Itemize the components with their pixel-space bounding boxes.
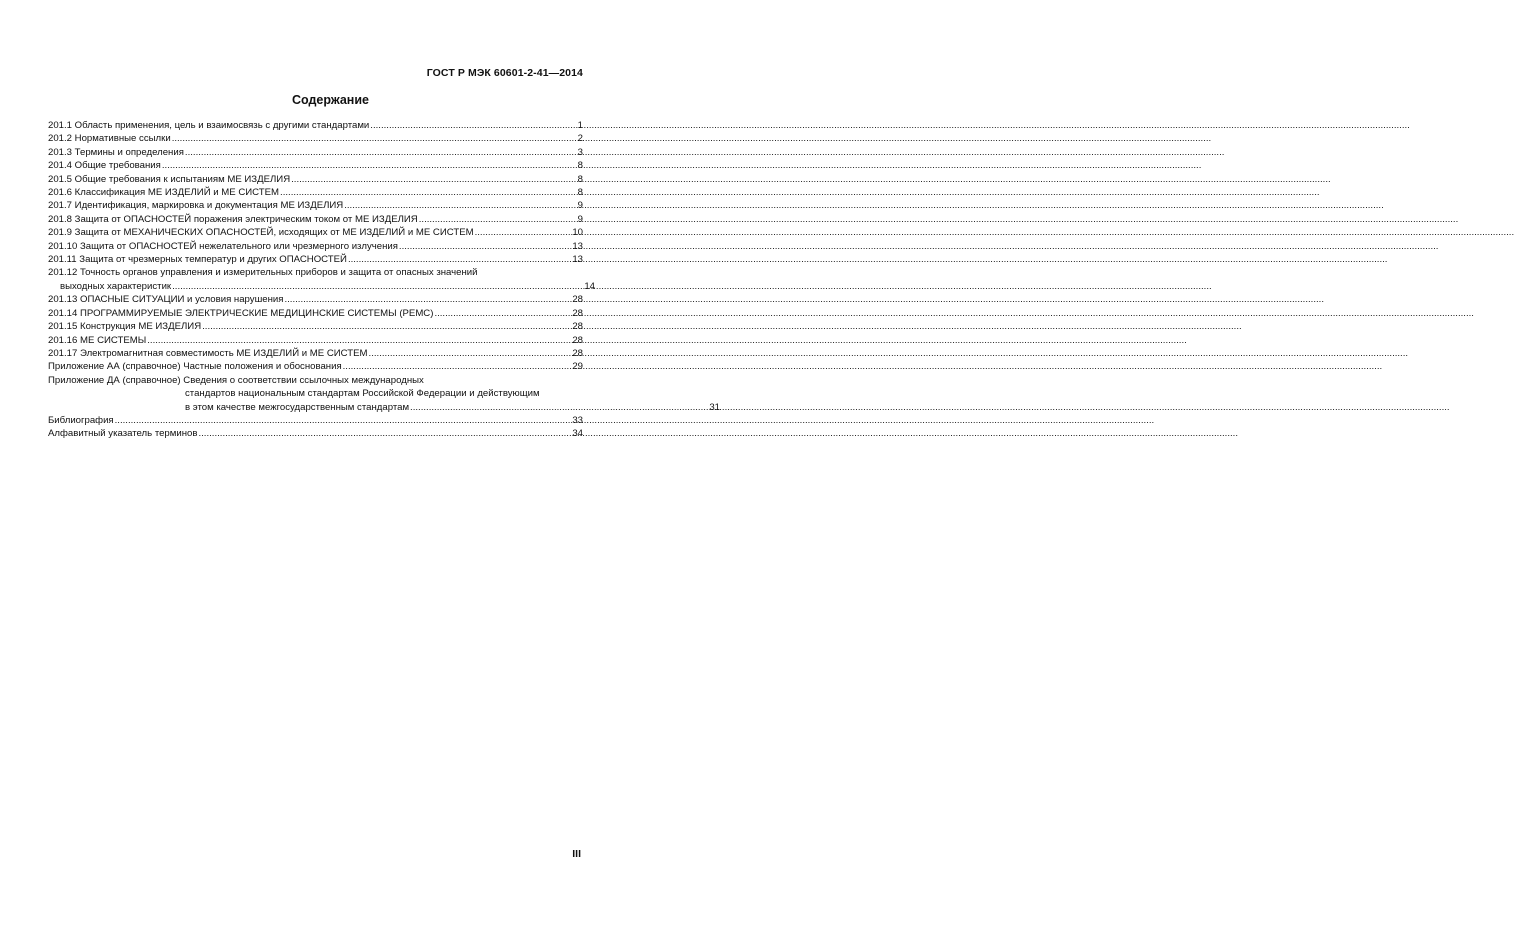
toc-leader-dots — [343, 360, 572, 373]
toc-entry-text: 201.15 Конструкция МЕ ИЗДЕЛИЯ — [48, 321, 202, 333]
toc-entry[interactable] — [48, 226, 583, 239]
toc-entry-text: 201.4 Общие требования — [48, 160, 161, 172]
toc-entry-page: 9 — [577, 200, 583, 212]
toc-entry-wrapped[interactable]: 201.12 Точность органов управления и измерительных приборов и защита от опасных значений — [48, 267, 478, 279]
toc-entry-text: Приложение АА (справочное) Частные положения и обоснования — [48, 361, 342, 373]
toc-entry-page: 8 — [577, 187, 583, 199]
toc-leader-dots — [370, 119, 576, 132]
toc-entry-text: 201.2 Нормативные ссылки — [48, 133, 171, 145]
toc-leader-dots — [369, 347, 572, 360]
toc-leader-dots — [147, 334, 571, 347]
toc-entry[interactable] — [48, 199, 583, 212]
toc-entry-page: 34 — [572, 428, 583, 440]
toc-entry-page: 9 — [577, 213, 583, 225]
toc-entry-text: 201.5 Общие требования к испытаниям МЕ ИЗДЕЛИЯ — [48, 173, 291, 185]
toc-leader-dots — [419, 213, 577, 226]
toc-entry-text: 201.1 Область применения, цель и взаимосвязь с другими стандартами — [48, 120, 370, 131]
toc-entry[interactable] — [48, 320, 583, 333]
toc-entry-page: 28 — [572, 334, 583, 346]
toc-entry-page: 13 — [572, 254, 583, 266]
toc-leader-dots — [162, 159, 577, 172]
toc-entry[interactable] — [48, 146, 583, 159]
toc-leader-dots — [410, 401, 708, 414]
toc-leader-dots — [348, 253, 571, 266]
toc-entry[interactable] — [48, 293, 583, 306]
toc-entry[interactable] — [48, 213, 583, 226]
document-code-header: ГОСТ Р МЭК 60601-2-41—2014 — [426, 67, 583, 79]
document-page — [0, 0, 720, 935]
toc-leader-dots — [172, 280, 583, 293]
page-number: III — [572, 848, 581, 860]
toc-leader-dots — [475, 226, 572, 239]
toc-leader-dots — [344, 199, 576, 212]
toc-entry-text: 201.9 Защита от МЕХАНИЧЕСКИХ ОПАСНОСТЕЙ, исходящих от МЕ ИЗДЕЛИЙ и МЕ СИСТЕМ — [48, 227, 474, 239]
toc-entry[interactable] — [48, 159, 583, 172]
toc-leader-dots — [284, 293, 571, 306]
toc-leader-dots — [399, 240, 571, 253]
toc-entry[interactable] — [48, 347, 583, 360]
toc-entry-text: 201.14 ПРОГРАММИРУЕМЫЕ ЭЛЕКТРИЧЕСКИЕ МЕДИЦИНСКИЕ СИСТЕМЫ (PEMC) — [48, 307, 434, 319]
toc-entry-text: 201.10 Защита от ОПАСНОСТЕЙ нежелательного или чрезмерного излучения — [48, 240, 398, 252]
toc-leader-dots — [172, 132, 577, 145]
toc-entry-page: 28 — [572, 294, 583, 306]
toc-leader-dots — [280, 186, 577, 199]
toc-entry-page: 10 — [572, 227, 583, 239]
toc-entry-text: в этом качестве межгосударственным стандартам — [185, 401, 410, 413]
table-of-contents — [48, 119, 720, 441]
toc-entry[interactable] — [48, 414, 583, 427]
toc-leader-dots — [434, 307, 571, 320]
toc-entry-text: Библиография — [48, 414, 114, 426]
toc-entry-continuation[interactable] — [48, 280, 595, 293]
toc-entry[interactable] — [48, 240, 583, 253]
toc-entry-text: 201.11 Защита от чрезмерных температур и других ОПАСНОСТЕЙ — [48, 254, 347, 266]
toc-entry-page: 8 — [577, 160, 583, 172]
toc-entry[interactable] — [48, 253, 583, 266]
toc-entry-page: 1 — [577, 120, 583, 131]
toc-entry[interactable] — [48, 307, 583, 320]
toc-entry[interactable] — [48, 334, 583, 347]
toc-entry-page: 28 — [572, 307, 583, 319]
toc-entry-page: 28 — [572, 321, 583, 333]
toc-entry[interactable] — [48, 173, 583, 186]
toc-entry-wrapped[interactable]: Приложение ДА (справочное) Сведения о соответствии ссылочных международных — [48, 374, 424, 386]
toc-entry[interactable] — [48, 119, 583, 132]
toc-entry-text: выходных характеристик — [60, 280, 172, 292]
toc-entry-page: 3 — [577, 146, 583, 158]
toc-entry-text: 201.16 МЕ СИСТЕМЫ — [48, 334, 147, 346]
toc-leader-dots — [202, 320, 571, 333]
toc-entry[interactable] — [48, 360, 583, 373]
toc-leader-dots — [291, 173, 577, 186]
toc-leader-dots — [115, 414, 572, 427]
toc-entry-text: 201.8 Защита от ОПАСНОСТЕЙ поражения электрическим током от МЕ ИЗДЕЛИЯ — [48, 213, 418, 225]
toc-leader-dots — [198, 427, 571, 440]
toc-entry-continuation[interactable]: стандартов национальным стандартам Российской Федерации и действующим — [185, 388, 540, 400]
toc-entry-page: 29 — [572, 361, 583, 373]
toc-entry-text: 201.13 ОПАСНЫЕ СИТУАЦИИ и условия нарушения — [48, 294, 284, 306]
toc-entry-text: 201.3 Термины и определения — [48, 146, 184, 158]
toc-entry-page: 28 — [572, 347, 583, 359]
toc-entry-continuation[interactable] — [48, 401, 720, 414]
toc-leader-dots — [185, 146, 577, 159]
toc-entry-text: 201.7 Идентификация, маркировка и документация МЕ ИЗДЕЛИЯ — [48, 200, 344, 212]
toc-entry-text: 201.17 Электромагнитная совместимость МЕ ИЗДЕЛИЙ и МЕ СИСТЕМ — [48, 347, 368, 359]
toc-entry-page: 14 — [584, 280, 595, 292]
toc-entry[interactable] — [48, 132, 583, 145]
toc-entry-page: 8 — [577, 173, 583, 185]
toc-entry-page: 33 — [572, 414, 583, 426]
toc-title: Содержание — [291, 93, 369, 107]
toc-entry-text: Алфавитный указатель терминов — [48, 428, 198, 440]
toc-entry-page: 2 — [577, 133, 583, 145]
toc-entry-page: 13 — [572, 240, 583, 252]
toc-entry-text: 201.6 Классификация МЕ ИЗДЕЛИЙ и МЕ СИСТЕМ — [48, 187, 280, 199]
toc-entry[interactable] — [48, 427, 583, 440]
toc-entry[interactable] — [48, 186, 583, 199]
toc-entry-page: 31 — [709, 401, 720, 413]
